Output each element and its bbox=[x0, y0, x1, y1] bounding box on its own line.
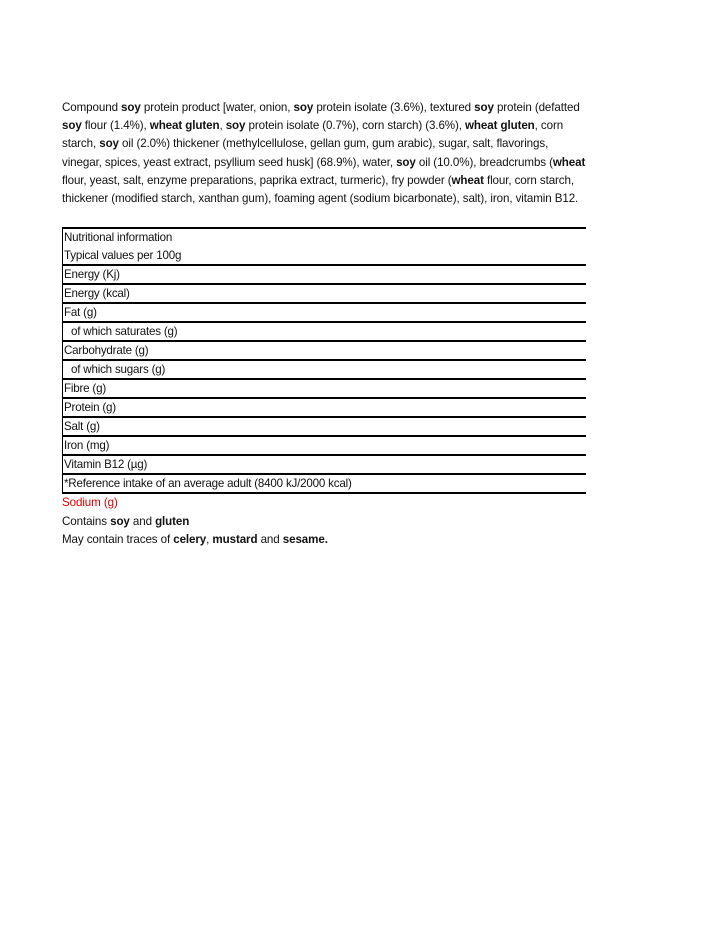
text-run: , bbox=[219, 119, 226, 133]
nutrition-row bbox=[63, 398, 587, 417]
text-run: protein (defatted bbox=[493, 101, 580, 114]
nutrition-row-label: of which saturates (g) bbox=[63, 322, 587, 341]
nutrition-header-title: Nutritional information bbox=[63, 228, 587, 247]
nutrition-row-label: Fibre (g) bbox=[63, 379, 587, 398]
text-run: protein product [water, onion, bbox=[140, 101, 294, 114]
allergen-highlight: celery bbox=[173, 533, 207, 547]
sodium-label: Sodium (g) bbox=[62, 496, 118, 510]
nutrition-row-label: of which sugars (g) bbox=[63, 360, 587, 379]
text-run: flour (1.4%), bbox=[81, 119, 150, 133]
nutrition-table-body bbox=[63, 228, 587, 265]
nutrition-row-label: Vitamin B12 (µg) bbox=[63, 455, 587, 474]
text-run: Compound bbox=[62, 101, 122, 114]
nutrition-row bbox=[63, 455, 587, 474]
allergen-highlight: soy bbox=[293, 101, 314, 114]
text-run: , corn starch, bbox=[62, 119, 564, 151]
nutrition-row bbox=[63, 265, 587, 284]
nutrition-row bbox=[63, 436, 587, 455]
nutrition-row-label: Fat (g) bbox=[63, 303, 587, 322]
text-run: May contain traces of bbox=[62, 533, 174, 547]
nutrition-row bbox=[63, 284, 587, 303]
text-run: oil (10.0%), breadcrumbs ( bbox=[415, 155, 553, 169]
nutrition-row bbox=[63, 379, 587, 398]
allergen-highlight: soy bbox=[99, 137, 119, 151]
nutrition-row-label: Iron (mg) bbox=[63, 436, 587, 455]
nutrition-row-label: Energy (Kj) bbox=[63, 265, 587, 284]
nutrition-footer bbox=[63, 474, 587, 493]
nutrition-row-label: Protein (g) bbox=[63, 398, 587, 417]
nutrition-row-label: Salt (g) bbox=[63, 417, 587, 436]
text-run: flour, corn starch, thickener (modified starch, xanthan gum), foaming agent (sodium bicarbonate), salt), iron, vitamin B12. bbox=[62, 173, 579, 206]
text-run: Contains bbox=[62, 514, 111, 528]
nutrition-header-row-2 bbox=[63, 247, 587, 266]
nutrition-header-subtitle: Typical values per 100g bbox=[63, 247, 587, 266]
allergen-highlight: sesame. bbox=[282, 533, 328, 547]
allergen-highlight: soy bbox=[62, 119, 82, 133]
text-run: protein isolate (3.6%), textured bbox=[313, 101, 475, 114]
allergen-highlight: soy bbox=[110, 514, 130, 528]
nutrition-row bbox=[63, 303, 587, 322]
ingredients-paragraph bbox=[62, 99, 586, 208]
allergen-highlight: wheat gluten bbox=[465, 119, 535, 133]
allergen-highlight: soy bbox=[396, 155, 416, 169]
text-run: , bbox=[206, 533, 213, 547]
text-run: protein isolate (0.7%), corn starch) (3.6%), bbox=[245, 119, 466, 133]
allergen-highlight: mustard bbox=[212, 533, 258, 547]
nutrition-row-label: Carbohydrate (g) bbox=[63, 341, 587, 360]
nutrition-header-row-1 bbox=[63, 228, 587, 247]
nutrition-footnote-row bbox=[63, 474, 587, 493]
allergen-highlight: wheat bbox=[451, 173, 484, 187]
traces-statement bbox=[62, 531, 586, 550]
contains-statement bbox=[62, 513, 586, 532]
text-run: oil (2.0%) thickener (methylcellulose, gellan gum, gum arabic), sugar, salt, flavorings, vinegar, spices, yeast extract, psyllium seed husk] (68.9%), water, bbox=[62, 137, 549, 169]
nutrition-row bbox=[63, 360, 587, 379]
text-run: and bbox=[257, 533, 283, 547]
nutrition-row bbox=[63, 322, 587, 341]
text-run: and bbox=[129, 514, 156, 528]
nutrition-row-label: Energy (kcal) bbox=[63, 284, 587, 303]
allergen-highlight: wheat gluten bbox=[149, 119, 220, 133]
nutrition-row bbox=[63, 341, 587, 360]
text-run: flour, yeast, salt, enzyme preparations, paprika extract, turmeric), fry powder ( bbox=[62, 173, 452, 187]
allergen-highlight: gluten bbox=[155, 514, 190, 528]
nutrition-footnote: *Reference intake of an average adult (8400 kJ/2000 kcal) bbox=[63, 474, 587, 493]
nutrition-table bbox=[62, 227, 586, 494]
allergen-highlight: wheat bbox=[552, 155, 586, 169]
allergen-highlight: soy bbox=[474, 101, 494, 114]
nutrition-rows bbox=[63, 265, 587, 474]
allergen-highlight: soy bbox=[225, 119, 246, 133]
allergen-highlight: soy bbox=[121, 101, 141, 114]
label-document bbox=[62, 99, 586, 550]
nutrition-row bbox=[63, 417, 587, 436]
